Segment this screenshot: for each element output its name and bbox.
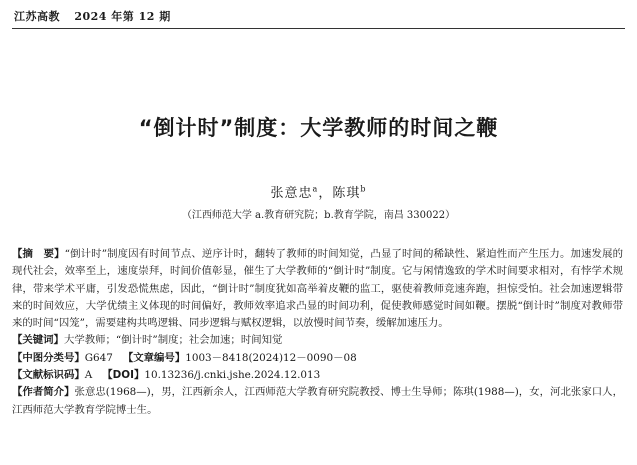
header-divider [12, 28, 625, 29]
abstract-label: 【摘 要】 [12, 248, 65, 260]
abstract-paragraph [12, 246, 623, 332]
classification-paragraph [12, 350, 623, 367]
keywords-text: 大学教师；“倒计时”制度；社会加速；时间知觉 [63, 334, 283, 347]
author-name: 陈琪 [332, 186, 361, 201]
article-title: “倒计时”制度：大学教师的时间之鞭 [138, 116, 499, 140]
affiliation: （江西师范大学 a.教育研究院；b.教育学院，南昌 330022） [181, 210, 456, 221]
journal-name: 江苏高教 [14, 10, 60, 23]
author-info-paragraph [12, 384, 623, 419]
article-code-label: 【文章编号】 [122, 351, 186, 364]
author-name: 张意忠 [270, 186, 313, 201]
classification-label: 【中图分类号】 [12, 351, 85, 364]
article-code-value: 1003－8418(2024)12－0090－08 [185, 351, 357, 364]
author-affiliation-mark: b [360, 184, 367, 194]
doi-label: 【DOI】 [102, 369, 145, 382]
keywords-label: 【关键词】 [12, 334, 64, 347]
article-front-matter [12, 246, 623, 419]
author-separator: ， [318, 186, 333, 201]
document-code-value: A [84, 369, 93, 382]
classification-value: G647 [84, 351, 113, 364]
author-affiliation-mark: a [312, 184, 319, 194]
identifier-paragraph [12, 367, 623, 384]
journal-header [14, 8, 171, 24]
journal-issue: 2024 年第 12 期 [74, 10, 171, 23]
abstract-text: “倒计时”制度因有时间节点、逆序计时，翻转了教师的时间知觉，凸显了时间的稀缺性、紧迫性而产生压力。加速发展的现代社会，效率至上，速度崇拜，时间价值彰显，催生了大学教师的“倒计时”制度。它与闲情逸致的学术时间要求相对，有悖学术规律，带来学术平庸，引发恐慌焦虑，因此，“倒计时”制度犹如高举着皮鞭的监工，驱使着教师竞速奔跑，担惊受怕。社会加速逻辑带来的时间效应，大学优绩主义体现的时间偏好，教师效率追求凸显的时间功利，促使教师感觉时间如鞭。摆脱“倒计时”制度对教师带来的时间“囚笼”，需要建构共鸣逻辑、同步逻辑与赋权逻辑，以放慢时间节奏，缓解加速压力。 [12, 248, 623, 330]
author-info-label: 【作者简介】 [12, 386, 75, 399]
author-line [0, 182, 637, 201]
author-info-text: 张意忠(1968—)，男，江西新余人，江西师范大学教育研究院教授、博士生导师；陈琪(1988—)，女，河北张家口人，江西师范大学教育学院博士生。 [12, 386, 623, 416]
keywords-paragraph [12, 332, 623, 349]
doi-value: 10.13236/j.cnki.jshe.2024.12.013 [144, 369, 321, 382]
document-code-label: 【文献标识码】 [12, 369, 85, 382]
